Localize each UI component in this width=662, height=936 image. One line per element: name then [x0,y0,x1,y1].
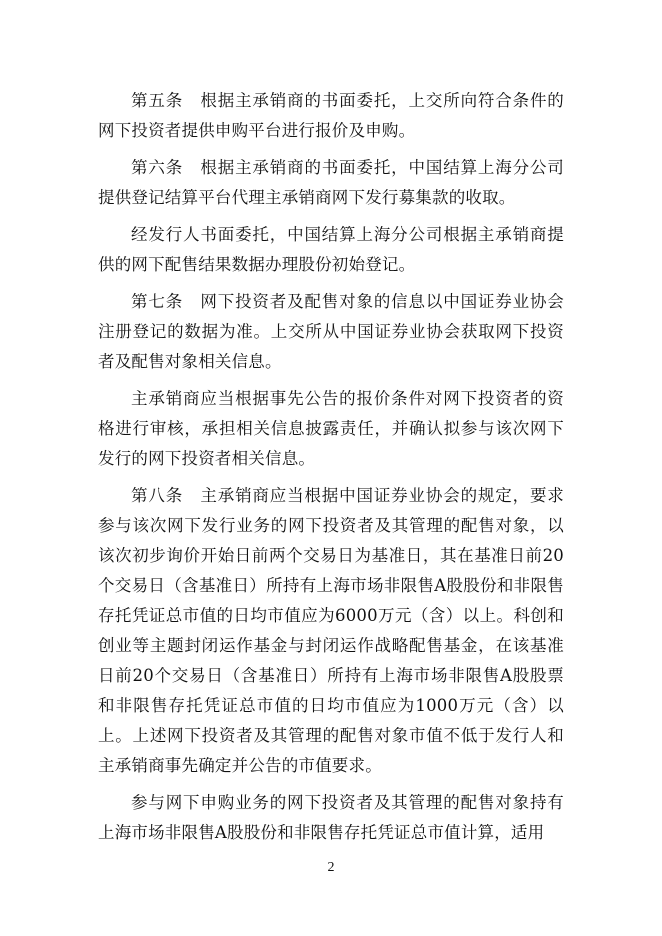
paragraph-article-7: 第七条 网下投资者及配售对象的信息以中国证券业协会注册登记的数据为准。上交所从中国证券业协会获取网下投资者及配售对象相关信息。 [98,292,564,371]
document-body [98,86,564,855]
paragraph-article-5: 第五条 根据主承销商的书面委托，上交所向符合条件的网下投资者提供申购平台进行报价及申购。 [98,91,564,140]
paragraph-article-8-cont: 参与网下申购业务的网下投资者及其管理的配售对象持有上海市场非限售A股股份和非限售存托凭证总市值计算，适用 [98,793,564,842]
paragraph-article-8: 第八条 主承销商应当根据中国证券业协会的规定，要求参与该次网下发行业务的网下投资者及其管理的配售对象，以该次初步询价开始日前两个交易日为基准日，其在基准日前20个交易日（含基准日）所持有上海市场非限售A股股份和非限售存托凭证总市值的日均市值应为6000万元（含）以上。科创和创业等主题封闭运作基金与封闭运作战略配售基金，在该基准日前20个交易日（含基准日）所持有上海市场非限售A股股票和非限售存托凭证总市值的日均市值应为1000万元（含）以上。上述网下投资者及其管理的配售对象市值不低于发行人和主承销商事先确定并公告的市值要求。 [98,486,564,775]
paragraph-article-6: 第六条 根据主承销商的书面委托，中国结算上海分公司提供登记结算平台代理主承销商网下发行募集款的收取。 [98,158,564,207]
paragraph-article-7-cont: 主承销商应当根据事先公告的报价条件对网下投资者的资格进行审核，承担相关信息披露责任，并确认拟参与该次网下发行的网下投资者相关信息。 [98,389,564,468]
page-number: 2 [327,860,335,875]
paragraph-article-6-cont: 经发行人书面委托，中国结算上海分公司根据主承销商提供的网下配售结果数据办理股份初始登记。 [98,225,564,274]
